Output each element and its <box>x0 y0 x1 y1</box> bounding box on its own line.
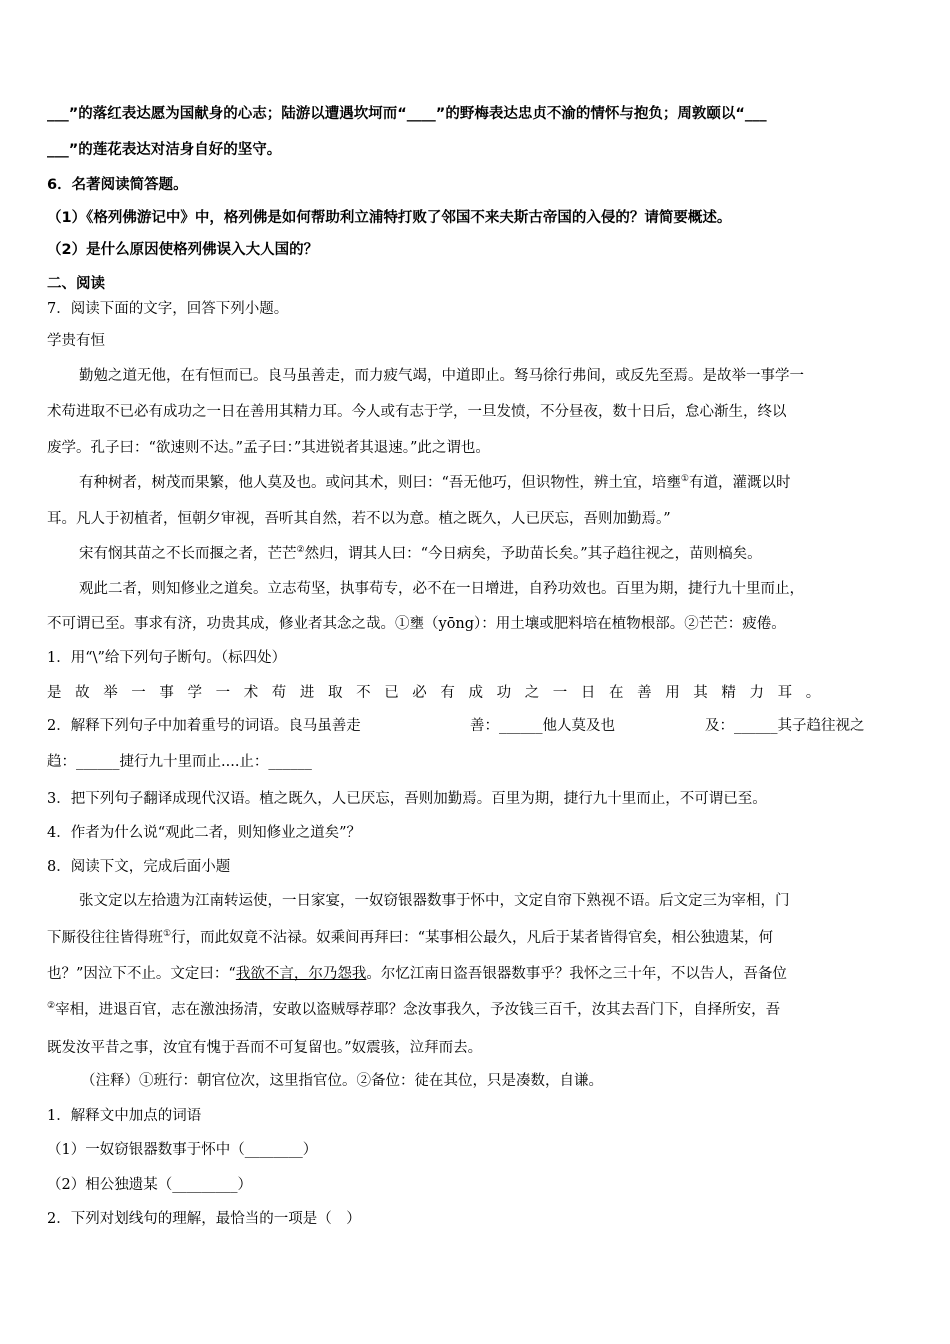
q7-subquestion-3: 3．把下列句子翻译成现代汉语。植之既久，人已厌忘，吾则加勤焉。百里为期，捷行九十里而止，不可谓已至。 <box>47 791 767 807</box>
p2-text-b: 有道，灌溉以时 <box>689 475 791 491</box>
sq2-part-e: 止 <box>206 754 221 770</box>
q8-intro: 8．阅读下文，完成后面小题 <box>47 859 231 875</box>
sq2-part-a: 2．解释下列句子中加着重号的词语。良马虽善走 <box>47 718 361 734</box>
sq2-part-c: 及：______其子趋往视之 <box>705 718 865 734</box>
fill-blank-line-1: ___”的落红表达愿为国献身的心志；陆游以遭遇坎坷而“____”的野梅表达忠贞不渝的情怀与抱负；周敦颐以“___ <box>47 106 767 122</box>
q7-subquestion-2-line-2 <box>47 752 312 772</box>
passage-p4-line-1: 观此二者，则知修业之道矣。立志苟坚，执事苟专，必不在一日增进，自矜功效也。百里为期，捷行九十里而止， <box>79 581 804 597</box>
q8-line3-a: 也？”因泣下不止。文定曰：“ <box>47 966 236 982</box>
q8-line4-text: 宰相，进退百官，志在激浊扬清，安敢以盗贼辱荐耶？念汝事我久，予汝钱三百千，汝其去吾门下，自择所安，吾 <box>55 1002 781 1018</box>
passage-p3-line-1 <box>79 544 762 564</box>
footnote-marker-1: ① <box>680 474 689 485</box>
q7-intro: 7．阅读下面的文字，回答下列小题。 <box>47 301 289 317</box>
passage-p1-line-2: 术苟进取不已必有成功之一日在善用其精力耳。今人或有志于学，一旦发愤，不分昼夜，数十日后，怠心渐生，终以 <box>47 404 787 420</box>
p3-text-b: 然归，谓其人曰：“今日病矣，予助苗长矣。”其子趋往视之，苗则槁矣。 <box>304 546 762 562</box>
fill-blank-line-2: ___”的莲花表达对洁身自好的坚守。 <box>47 142 282 158</box>
passage-title: 学贵有恒 <box>47 333 105 349</box>
p3-text-a: 宋有悯其苗之不长而揠之者，芒芒 <box>79 546 297 562</box>
q7-sentence-to-punctuate: 是故举一事学一术苟进取不已必有成功之一日在善用其精力耳。 <box>47 685 834 701</box>
p2-text-a: 有种树者，树茂而果繁，他人莫及也。或问其术，则曰：“吾无他巧，但识物性，辨土宜，培壅 <box>79 475 681 491</box>
q8-passage-line-4 <box>47 1000 780 1020</box>
q8-passage-line-1: 张文定以左拾遗为江南转运使，一日家宴，一奴窃银器数事于怀中，文定自帘下熟视不语。后文定三为宰相，门 <box>79 893 790 909</box>
q8-notes: （注释）①班行：朝官位次，这里指官位。②备位：徒在其位，只是凑数，自谦。 <box>81 1073 603 1089</box>
q8-passage-line-3 <box>47 964 787 984</box>
footnote-marker-4: ② <box>47 1001 56 1012</box>
passage-p2-line-1 <box>79 473 791 493</box>
footnote-marker-3: ① <box>163 929 172 940</box>
sq2-part-d: 趋：______捷行九十里而 <box>47 754 207 770</box>
passage-p2-line-2: 耳。凡人于初植者，恒朝夕审视，吾听其自然，若不以为意。植之既久，人已厌忘，吾则加勤焉。” <box>47 511 671 527</box>
q8-subquestion-2: 2．下列对划线句的理解，最恰当的一项是（ ） <box>47 1211 361 1227</box>
q8-subquestion-1-item-1: （1）一奴窃银器数事于怀中（________） <box>47 1142 318 1158</box>
section-heading-reading: 二、阅读 <box>47 276 105 292</box>
passage-p1-line-3: 废学。孔子曰：“欲速则不达。”孟子曰：”其进锐者其退速。”此之谓也。 <box>47 440 490 456</box>
q8-line2-a: 下厮役往往皆得班 <box>47 930 163 946</box>
q7-subquestion-4: 4．作者为什么说“观此二者，则知修业之道矣”？ <box>47 825 362 841</box>
q8-passage-line-5: 既发汝平昔之事，汝宜有愧于吾而不可复留也。”奴震骇，泣拜而去。 <box>47 1040 483 1056</box>
sq2-part-f: ....止：______ <box>221 754 312 770</box>
q8-subquestion-1: 1．解释文中加点的词语 <box>47 1108 202 1124</box>
passage-p1-line-1: 勤勉之道无他，在有恒而已。良马虽善走，而力疲气竭，中道即止。驽马徐行弗间，或反先至焉。是故举一事学一 <box>79 368 804 384</box>
passage-p4-line-2: 不可谓已至。事求有济，功贵其成，修业者其念之哉。①壅（yōng）：用土壤或肥料培在植物根部。②芒芒：疲倦。 <box>47 616 786 632</box>
q8-passage-line-2 <box>47 928 773 948</box>
q8-line3-b: 。尔忆江南日盗吾银器数事乎？我怀之三十年，不以告人，吾备位 <box>366 966 787 982</box>
q8-line2-b: 行，而此奴竟不沾禄。奴乘间再拜曰：“某事相公最久，凡后于某者皆得官矣，相公独遗某，何 <box>171 930 773 946</box>
q6-sub-2: （2）是什么原因使格列佛误入大人国的？ <box>47 242 319 258</box>
q7-subquestion-1: 1．用“\”给下列句子断句。（标四处） <box>47 650 287 666</box>
q6-title: 6．名著阅读简答题。 <box>47 177 188 193</box>
footnote-marker-2: ② <box>296 545 305 556</box>
q8-subquestion-1-item-2: （2）相公独遗某（_________） <box>47 1177 252 1193</box>
sq2-part-b: 善：______他人莫及也 <box>470 718 615 734</box>
underlined-sentence: 我欲不言，尔乃怨我 <box>235 966 367 982</box>
q6-sub-1: （1）《格列佛游记中》中，格列佛是如何帮助利立浦特打败了邻国不来夫斯古帝国的入侵的？请简要概述。 <box>47 210 732 226</box>
